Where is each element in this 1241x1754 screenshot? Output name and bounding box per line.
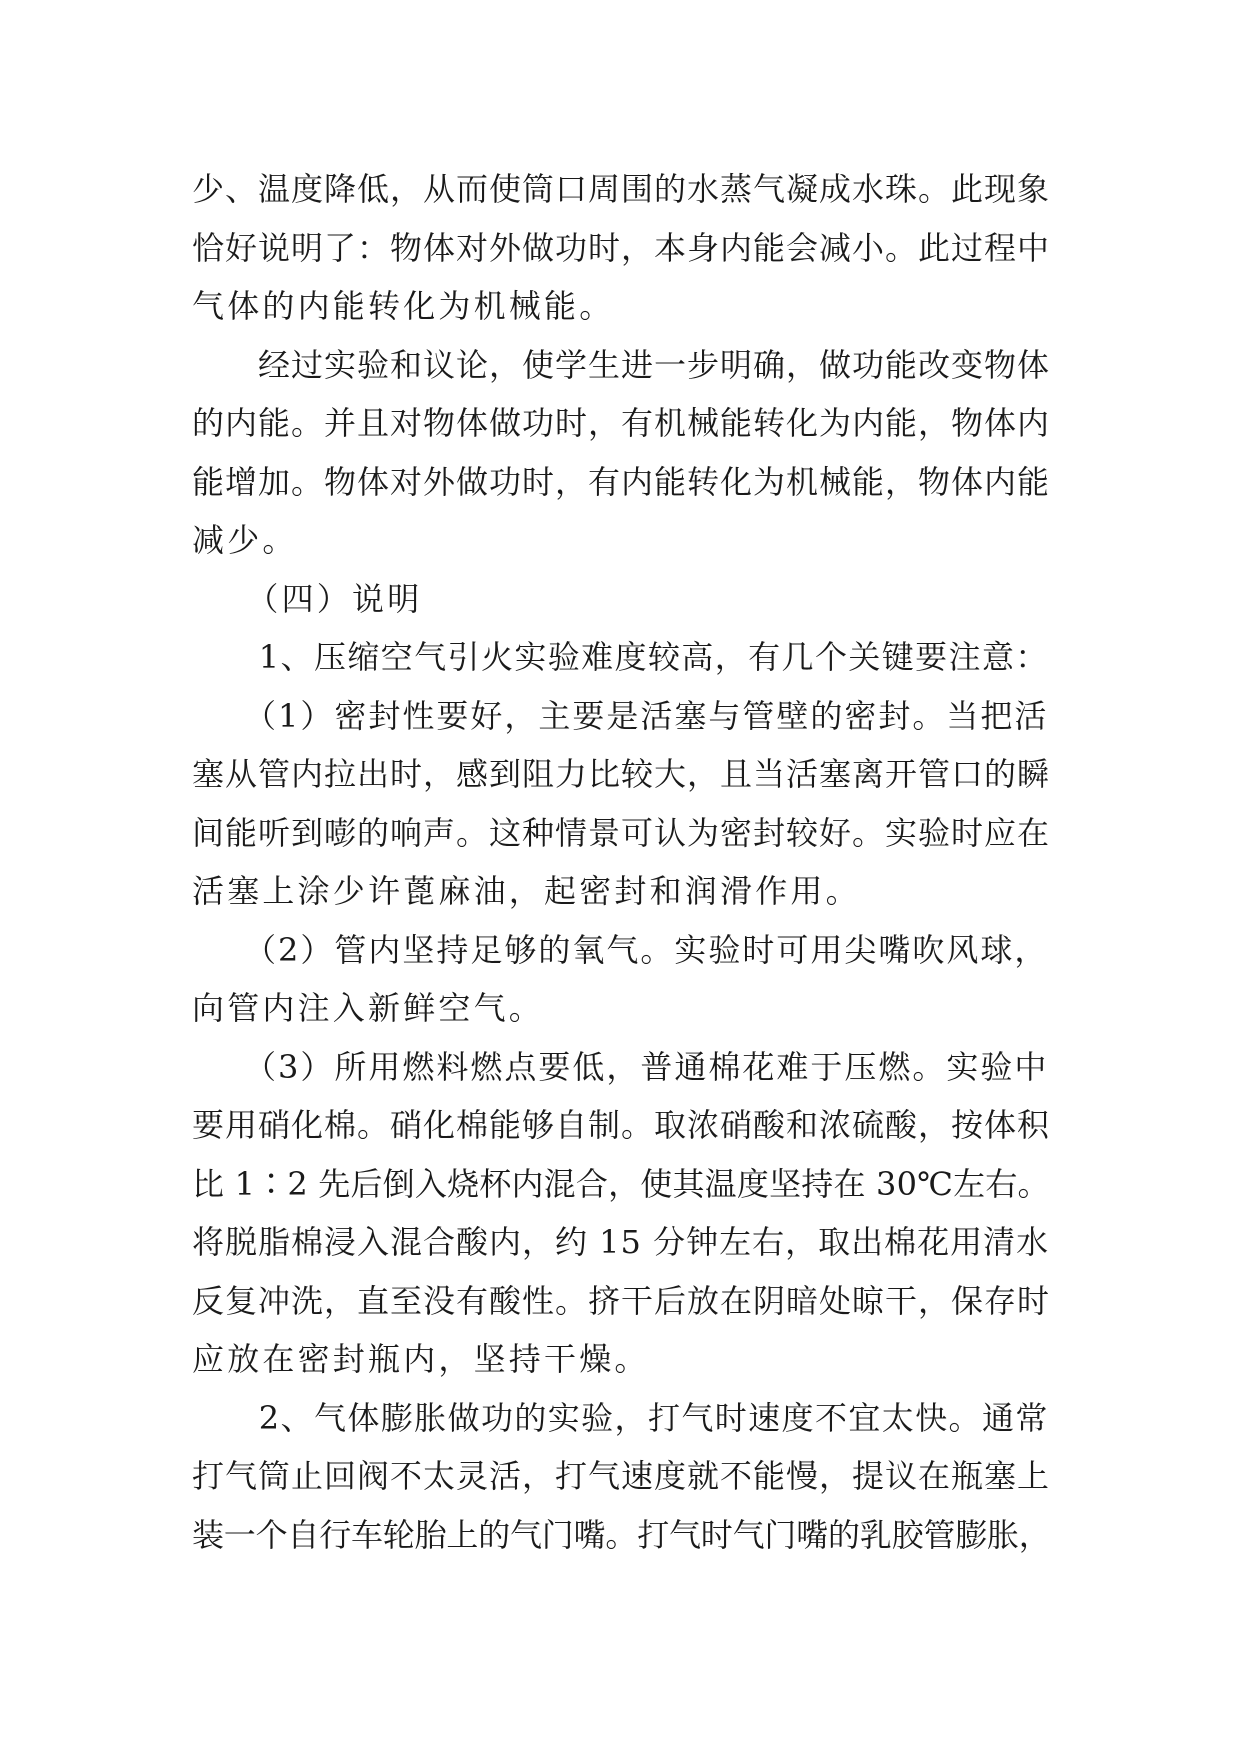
text-line: 恰好说明了：物体对外做功时，本身内能会减小。此过程中 [192, 228, 1051, 267]
text-line: 打气筒止回阀不太灵活，打气速度就不能慢，提议在瓶塞上 [192, 1457, 1051, 1495]
text-line: 装一个自行车轮胎上的气门嘴。打气时气门嘴的乳胶管膨胀， [192, 1515, 1051, 1554]
text-line: （2）管内坚持足够的氧气。实验时可用尖嘴吹风球， [192, 930, 1049, 969]
text-line: 向管内注入新鲜空气。 [192, 989, 545, 1027]
text-line: 的内能。并且对物体做功时，有机械能转化为内能，物体内 [192, 404, 1051, 442]
text-line: 比 1∶2 先后倒入烧杯内混合，使其温度坚持在 30℃左右。 [192, 1164, 1050, 1203]
document-body [192, 160, 1052, 1564]
text-line: 塞从管内拉出时，感到阻力比较大，且当活塞离开管口的瞬 [192, 755, 1051, 793]
text-line: （3）所用燃料燃点要低，普通棉花难于压燃。实验中 [192, 1047, 1049, 1086]
text-line: 要用硝化棉。硝化棉能够自制。取浓硝酸和浓硫酸，按体积 [192, 1106, 1051, 1144]
text-line: 反复冲洗，直至没有酸性。挤干后放在阴暗处晾干，保存时 [192, 1281, 1051, 1320]
text-line: 将脱脂棉浸入混合酸内，约 15 分钟左右，取出棉花用清水 [192, 1223, 1050, 1261]
text-line: 间能听到嘭的响声。这种情景可认为密封较好。实验时应在 [192, 813, 1051, 852]
text-line: 经过实验和议论，使学生进一步明确，做功能改变物体 [192, 345, 1051, 384]
text-line: 能增加。物体对外做功时，有内能转化为机械能，物体内能 [192, 462, 1051, 501]
text-line: 减少。 [192, 521, 298, 559]
text-line: 1、压缩空气引火实验难度较高，有几个关键要注意： [192, 638, 1049, 676]
text-line: 气体的内能转化为机械能。 [192, 287, 615, 325]
section-heading: （四）说明 [192, 579, 423, 618]
text-line: 2、气体膨胀做功的实验，打气时速度不宜太快。通常 [192, 1398, 1049, 1437]
text-line: 少、温度降低，从而使筒口周围的水蒸气凝成水珠。此现象 [192, 170, 1051, 208]
text-line: 活塞上涂少许蓖麻油，起密封和润滑作用。 [192, 872, 861, 910]
text-line: （1）密封性要好，主要是活塞与管壁的密封。当把活 [192, 696, 1049, 735]
text-line: 应放在密封瓶内，坚持干燥。 [192, 1340, 650, 1378]
